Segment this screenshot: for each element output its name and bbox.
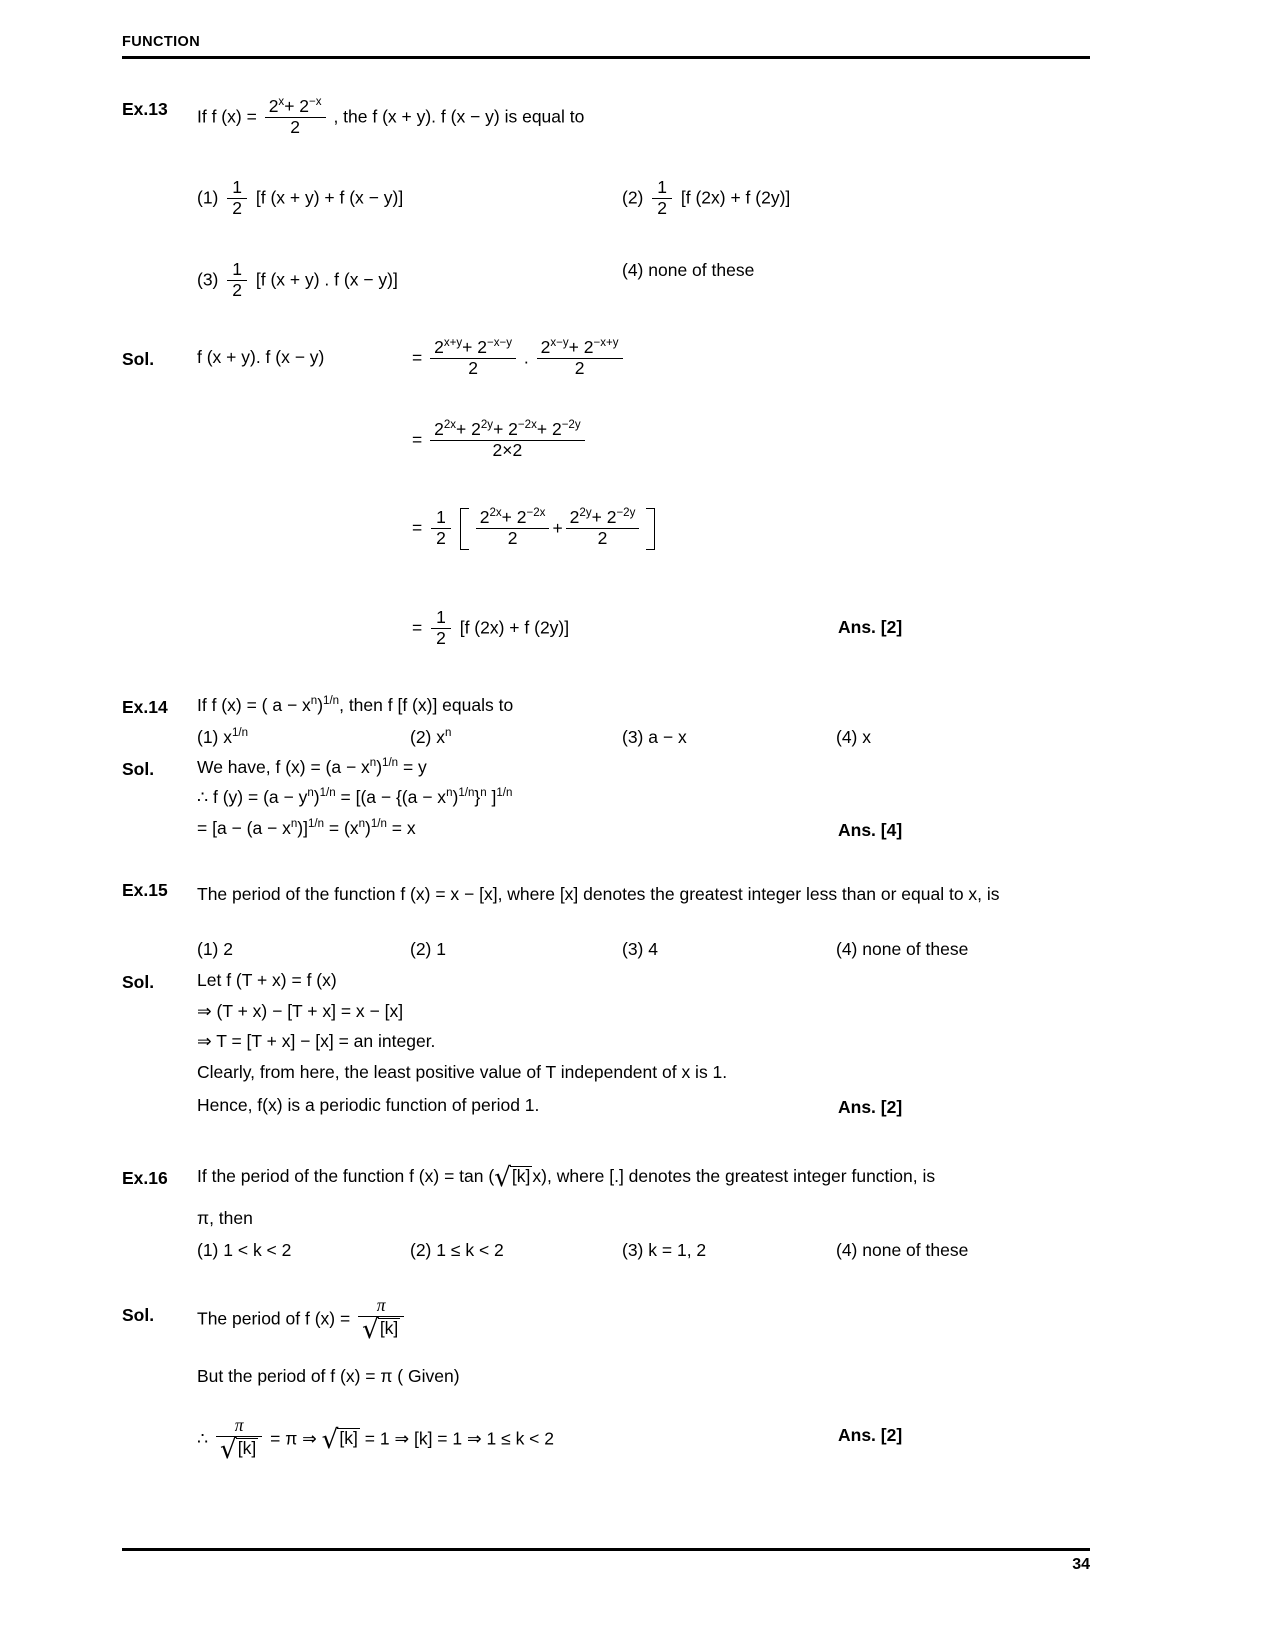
ex16-option-1-text: 1 < k < 2	[223, 1240, 292, 1260]
ex13-option-1-half: $\frac{1}{2}$	[227, 179, 247, 217]
ex15-option-1-text: 2	[223, 939, 233, 959]
ex15-option-4-marker: (4)	[836, 939, 858, 959]
ex16-option-4-text: none of these	[862, 1240, 969, 1260]
ex13-option-3[interactable]	[197, 259, 398, 300]
ex16-sol-line-3: ∴ $\frac{\pi}{√[k]}$ = π ⇒ √[k] = 1 ⇒ [k] = 1 ⇒ 1 ≤ k < 2	[197, 1415, 554, 1465]
ex16-option-3[interactable]	[622, 1242, 706, 1260]
ex16-therefore-symbol: ∴	[197, 1428, 209, 1449]
example-13-stem	[197, 96, 585, 137]
ex14-sol-line-1: We have, f $(x) = (a - x^n)^{1/n} = y$	[197, 757, 427, 777]
example-15-stem: The period of the function f (x) = x − [x], where [x] denotes the greatest integer less than or equal to x, is	[197, 884, 1000, 904]
ex14-option-4[interactable]	[836, 729, 871, 747]
ex13-option-3-marker: (3)	[197, 269, 219, 290]
ex14-option-4-marker: (4)	[836, 727, 858, 747]
ex14-option-2-marker: (2)	[410, 727, 432, 747]
ex14-option-2[interactable]	[410, 729, 451, 747]
left-bracket-icon	[460, 508, 469, 550]
example-15-label: Ex.15	[122, 880, 168, 900]
ex14-option-1-base: x	[223, 727, 233, 747]
ex13-step4-equals: =	[412, 617, 423, 638]
ex15-option-2[interactable]	[410, 941, 446, 959]
ex14-option-2-sup: n	[445, 727, 452, 740]
ex16-option-3-text: k = 1, 2	[648, 1240, 707, 1260]
ex13-step1-equals: =	[412, 347, 423, 368]
sqrt-icon: √[k]	[220, 1434, 257, 1465]
ex13-answer: Ans. [2]	[838, 617, 903, 637]
ex13-step1-dot: .	[523, 347, 529, 368]
ex16-option-1[interactable]	[197, 1242, 291, 1260]
ex13-step3-plus: +	[552, 518, 563, 539]
ex14-option-4-base: x	[862, 727, 872, 747]
ex13-stem-pre: If f (x) =	[197, 106, 257, 127]
ex16-option-3-marker: (3)	[622, 1240, 644, 1260]
example-14-label: Ex.14	[122, 697, 168, 717]
ex16-period-fraction: $\frac{\pi}{√[k]}$	[358, 1297, 404, 1341]
ex13-option-1-marker: (1)	[197, 187, 219, 208]
ex13-option-2-marker: (2)	[622, 187, 644, 208]
example-15-sol-label: Sol.	[122, 972, 155, 992]
ex13-sol-step-3	[412, 508, 655, 550]
ex13-option-2[interactable]	[622, 177, 791, 218]
ex13-step3-brackets	[460, 508, 656, 550]
header-title: FUNCTION	[122, 34, 201, 50]
ex13-option-1-text: [f (x + y) + f (x − y)]	[255, 187, 404, 208]
header-rule	[122, 56, 1090, 59]
example-14-sol-label: Sol.	[122, 759, 155, 779]
ex13-sol-step-2	[412, 419, 588, 460]
ex13-step2-fraction: $\frac{2^{2x}+ 2^{2y}+ 2^{-2x}+ 2^{-2y}}{2\times 2}$	[430, 421, 585, 459]
ex13-option-3-text: [f (x + y) . f (x − y)]	[255, 269, 398, 290]
example-13-label: Ex.13	[122, 99, 168, 119]
ex15-option-1[interactable]	[197, 941, 233, 959]
ex16-option-2-text: 1 ≤ k < 2	[436, 1240, 504, 1260]
ex14-option-1[interactable]	[197, 729, 248, 747]
ex15-answer: Ans. [2]	[838, 1097, 903, 1117]
ex15-option-3-text: 4	[648, 939, 658, 959]
example-16-stem-line2: π, then	[197, 1208, 253, 1228]
right-bracket-icon	[646, 508, 655, 550]
ex13-option-1[interactable]	[197, 177, 404, 218]
ex15-sol-line-2: ⇒ (T + x) − [T + x] = x − [x]	[197, 1001, 404, 1021]
ex16-sol-line-1: The period of f (x) = $\frac{\pi}{√[k]}$	[197, 1298, 407, 1342]
ex16-option-2[interactable]	[410, 1242, 504, 1260]
ex13-step3-equals: =	[412, 517, 423, 538]
ex15-option-4[interactable]	[836, 941, 968, 959]
example-16-stem: If the period of the function f (x) = tan (√[k] x), where [.] denotes the greatest integer function, is	[197, 1163, 936, 1194]
ex14-option-3-base: a − x	[648, 727, 687, 747]
ex14-option-3[interactable]	[622, 729, 687, 747]
example-16-sol-label: Sol.	[122, 1305, 155, 1325]
page-number: 34	[1072, 1556, 1090, 1573]
ex13-option-2-text: [f (2x) + f (2y)]	[680, 187, 791, 208]
ex13-stem-post: , the f (x + y). f (x − y) is equal to	[333, 106, 585, 127]
ex14-option-1-marker: (1)	[197, 727, 219, 747]
example-16-label: Ex.16	[122, 1168, 168, 1188]
ex15-option-1-marker: (1)	[197, 939, 219, 959]
ex13-option-2-half: $\frac{1}{2}$	[652, 179, 672, 217]
ex14-answer: Ans. [4]	[838, 820, 903, 840]
example-14-stem: If f (x) = ( $a - x^n)^{1/n}$, then f [f (x)] equals to	[197, 695, 514, 715]
ex13-stem-fraction	[265, 98, 326, 136]
ex13-option-4[interactable]	[622, 262, 754, 280]
ex13-stem-denominator: 2	[290, 116, 300, 137]
example-13-sol-label: Sol.	[122, 349, 155, 369]
ex14-sol-line-3: = $[a - (a - x^n)]^{1/n} = (x^n)^{1/n} = x$	[197, 818, 416, 838]
ex14-option-2-base: x	[436, 727, 446, 747]
ex13-step3-fraction-a: $\frac{2^{2x}+ 2^{-2x}}{2}$	[476, 509, 550, 547]
ex13-step4-half: $\frac{1}{2}$	[431, 609, 451, 647]
ex16-final-fraction: $\frac{\pi}{√[k]}$	[216, 1417, 262, 1461]
ex13-step3-fraction-b: $\frac{2^{2y}+ 2^{-2y}}{2}$	[566, 509, 640, 547]
ex16-option-2-marker: (2)	[410, 1240, 432, 1260]
ex13-step1-fraction-a: $\frac{2^{x+y}+ 2^{-x-y}}{2}$	[430, 339, 516, 377]
ex14-option-3-marker: (3)	[622, 727, 644, 747]
ex14-sol-line-2: ∴ f $(y) = (a - y^n)^{1/n} = [(a - \{(a - x^n)^{1/n}\}^n$ ]$^{1/n}$	[197, 787, 513, 807]
ex16-option-4[interactable]	[836, 1242, 968, 1260]
ex13-sol-step-4	[412, 607, 570, 648]
ex13-sol-step-1	[412, 337, 626, 378]
footer-rule	[122, 1548, 1090, 1551]
sqrt-icon: √[k]	[494, 1163, 531, 1194]
page-header	[122, 34, 1090, 59]
ex16-option-4-marker: (4)	[836, 1240, 858, 1260]
ex13-step3-half: $\frac{1}{2}$	[431, 509, 451, 547]
ex13-stem-numerator: $2^x+ 2^{-x}$	[265, 98, 326, 118]
ex13-option-3-half: $\frac{1}{2}$	[227, 261, 247, 299]
ex15-option-3-marker: (3)	[622, 939, 644, 959]
ex13-sol-lhs: f (x + y). f (x − y)	[197, 347, 325, 367]
sqrt-icon: √[k]	[362, 1314, 399, 1345]
sqrt-icon: √[k]	[321, 1425, 358, 1456]
ex15-option-2-text: 1	[436, 939, 446, 959]
ex15-sol-line-1: Let f (T + x) = f (x)	[197, 970, 337, 990]
ex16-sol-line-2: But the period of f (x) = π ( Given)	[197, 1366, 460, 1386]
ex15-option-3[interactable]	[622, 941, 658, 959]
ex15-option-4-text: none of these	[862, 939, 969, 959]
ex15-sol-line-5: Hence, f(x) is a periodic function of period 1.	[197, 1095, 540, 1115]
ex13-step4-text: [f (2x) + f (2y)]	[459, 617, 570, 638]
ex13-step1-fraction-b: $\frac{2^{x-y}+ 2^{-x+y}}{2}$	[537, 339, 623, 377]
ex16-answer: Ans. [2]	[838, 1425, 903, 1445]
ex15-option-2-marker: (2)	[410, 939, 432, 959]
ex13-option-4-text: none of these	[648, 260, 755, 280]
ex14-option-1-sup: 1/n	[232, 727, 249, 740]
ex15-sol-line-4: Clearly, from here, the least positive value of T independent of x is 1.	[197, 1062, 728, 1082]
ex13-step2-equals: =	[412, 429, 423, 450]
ex16-option-1-marker: (1)	[197, 1240, 219, 1260]
ex13-option-4-marker: (4)	[622, 260, 644, 280]
ex15-sol-line-3: ⇒ T = [T + x] − [x] = an integer.	[197, 1031, 436, 1051]
